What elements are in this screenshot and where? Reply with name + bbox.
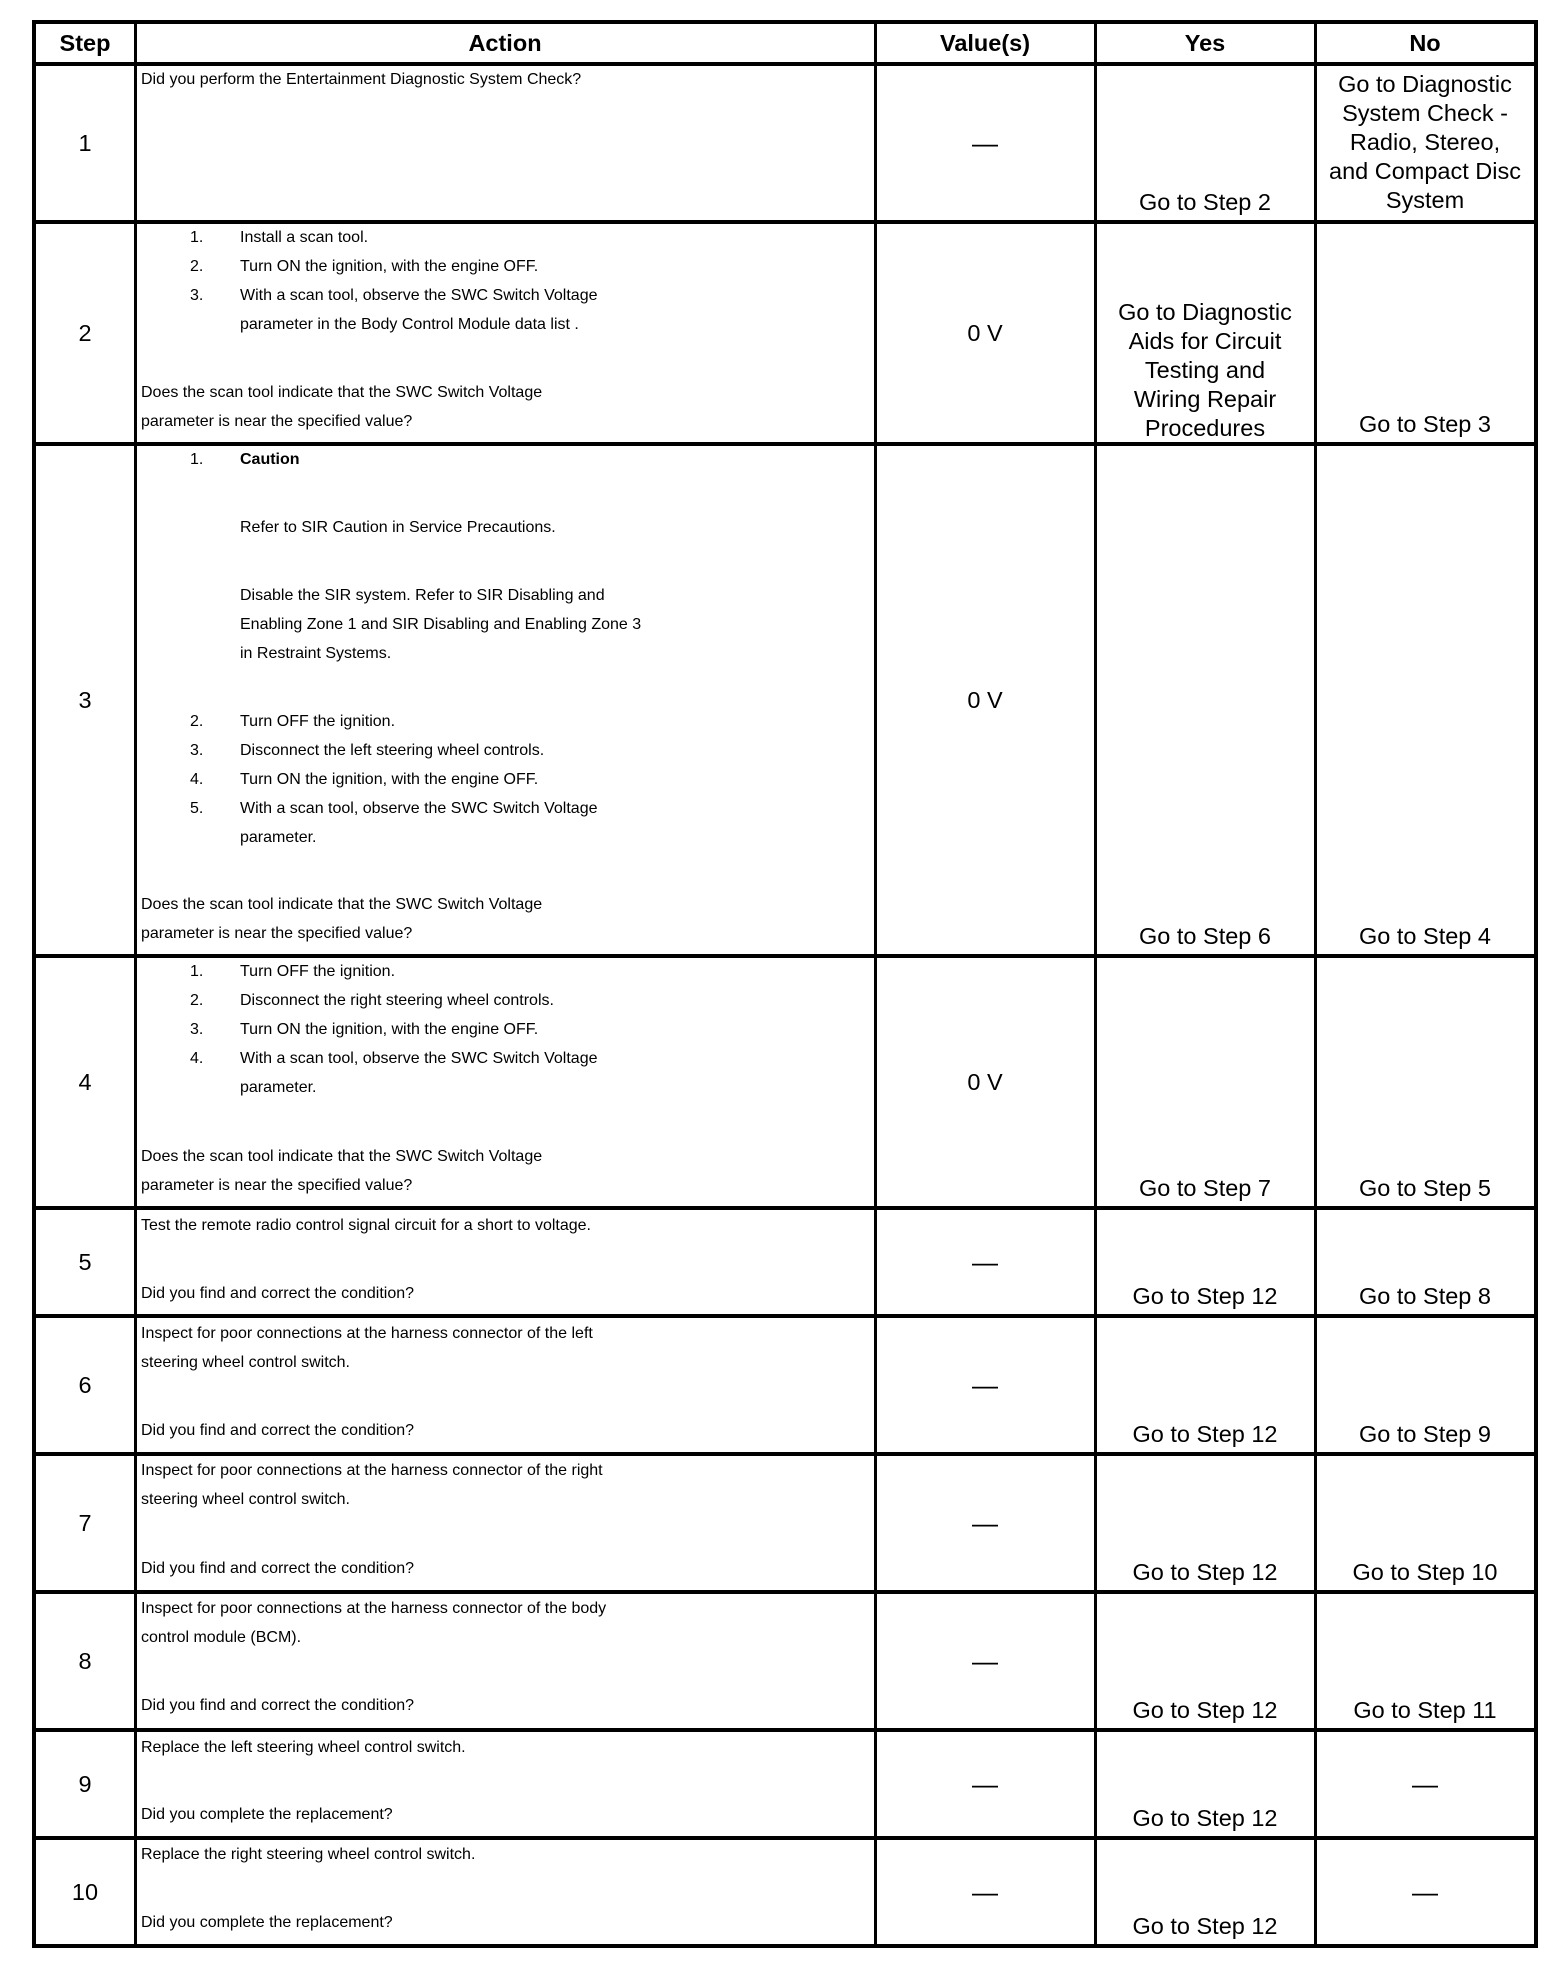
action-text: steering wheel control switch. <box>141 1491 350 1508</box>
row-divider <box>32 1728 1538 1732</box>
action-text: Test the remote radio control signal circuit for a short to voltage. <box>141 1217 591 1234</box>
yes-line: Aids for Circuit <box>1128 328 1282 354</box>
list-item: parameter. <box>240 1079 317 1096</box>
no-cell: Go to Step 8 <box>1359 1283 1491 1309</box>
yes-cell: Go to Step 2 <box>1139 189 1271 215</box>
list-number: 5. <box>190 800 204 817</box>
row-divider <box>32 1314 1538 1318</box>
yes-cell: Go to Step 12 <box>1132 1283 1278 1309</box>
table-border-left <box>32 20 36 1948</box>
no-cell: Go to Step 10 <box>1352 1559 1498 1585</box>
no-cell: Go to Step 5 <box>1359 1175 1491 1201</box>
list-number: 4. <box>190 1050 204 1067</box>
step-number: 1 <box>78 129 92 156</box>
list-number: 4. <box>190 771 204 788</box>
yes-line: Go to Diagnostic <box>1118 299 1292 325</box>
no-line: and Compact Disc <box>1329 158 1521 184</box>
step-number: 2 <box>78 319 92 346</box>
list-item: Install a scan tool. <box>240 229 369 246</box>
action-text: control module (BCM). <box>141 1629 302 1646</box>
step-number: 6 <box>78 1371 92 1398</box>
row-divider <box>32 1590 1538 1594</box>
value-cell: — <box>972 1876 998 1907</box>
yes-cell: Go to Step 12 <box>1132 1697 1278 1723</box>
value-cell: 0 V <box>967 686 1003 713</box>
step-number: 5 <box>78 1248 92 1275</box>
value-cell: — <box>972 1768 998 1799</box>
step-number: 8 <box>78 1647 92 1674</box>
no-line: Go to Diagnostic <box>1338 71 1512 97</box>
no-line: Radio, Stereo, <box>1349 129 1501 155</box>
question-text: Did you find and correct the condition? <box>141 1285 415 1302</box>
step-number: 7 <box>78 1509 92 1536</box>
header-values: Value(s) <box>939 29 1031 56</box>
question-text: parameter is near the specified value? <box>141 413 413 430</box>
action-text: Replace the right steering wheel control switch. <box>141 1846 476 1863</box>
step-number: 4 <box>78 1068 92 1095</box>
caution-text: Disable the SIR system. Refer to SIR Disabling and <box>240 587 605 604</box>
caution-text: Enabling Zone 1 and SIR Disabling and Enabling Zone 3 <box>240 616 642 633</box>
list-number: 3. <box>190 287 204 304</box>
yes-cell: Go to Step 7 <box>1139 1175 1271 1201</box>
row-divider <box>32 442 1538 446</box>
yes-cell: Go to Step 6 <box>1139 923 1271 949</box>
row-divider <box>32 1206 1538 1210</box>
no-line: System <box>1385 187 1465 213</box>
row-divider <box>32 1836 1538 1840</box>
column-divider <box>1314 20 1317 1948</box>
table-border-right <box>1534 20 1538 1948</box>
list-number: 1. <box>190 451 204 468</box>
column-divider <box>874 20 877 1948</box>
question-text: Did you complete the replacement? <box>141 1806 393 1823</box>
yes-line: Wiring Repair <box>1133 386 1277 412</box>
question-text: Does the scan tool indicate that the SWC Switch Voltage <box>141 384 543 401</box>
action-text: Replace the left steering wheel control switch. <box>141 1739 466 1756</box>
action-text: Inspect for poor connections at the harness connector of the right <box>141 1462 603 1479</box>
list-item: Turn ON the ignition, with the engine OFF. <box>240 1021 539 1038</box>
caution-label: Caution <box>240 451 300 468</box>
value-cell: — <box>972 127 998 158</box>
column-divider <box>134 20 137 1948</box>
yes-cell: Go to Step 12 <box>1132 1559 1278 1585</box>
list-item: Turn OFF the ignition. <box>240 713 396 730</box>
list-number: 1. <box>190 963 204 980</box>
list-number: 2. <box>190 992 204 1009</box>
header-action: Action <box>468 29 542 56</box>
value-cell: — <box>972 1645 998 1676</box>
question-text: Did you find and correct the condition? <box>141 1697 415 1714</box>
no-line: System Check - <box>1342 100 1508 126</box>
action-text: Inspect for poor connections at the harness connector of the body <box>141 1600 607 1617</box>
list-item: Disconnect the right steering wheel controls. <box>240 992 554 1009</box>
row-divider <box>32 220 1538 224</box>
value-cell: — <box>972 1369 998 1400</box>
row-divider <box>32 954 1538 958</box>
list-item: parameter. <box>240 829 317 846</box>
question-text: Does the scan tool indicate that the SWC Switch Voltage <box>141 1148 543 1165</box>
step-number: 10 <box>71 1878 99 1905</box>
list-item: Turn ON the ignition, with the engine OFF. <box>240 771 539 788</box>
yes-cell: Go to Step 12 <box>1132 1913 1278 1939</box>
list-item: With a scan tool, observe the SWC Switch Voltage <box>240 287 598 304</box>
header-yes: Yes <box>1184 29 1226 56</box>
value-cell: 0 V <box>967 319 1003 346</box>
list-number: 3. <box>190 742 204 759</box>
value-cell: — <box>972 1246 998 1277</box>
list-item: Turn OFF the ignition. <box>240 963 396 980</box>
list-number: 1. <box>190 229 204 246</box>
action-text: steering wheel control switch. <box>141 1354 350 1371</box>
list-number: 2. <box>190 258 204 275</box>
header-no: No <box>1409 29 1441 56</box>
header-step: Step <box>59 29 111 56</box>
step-number: 9 <box>78 1770 92 1797</box>
value-cell: 0 V <box>967 1068 1003 1095</box>
question-text: parameter is near the specified value? <box>141 925 413 942</box>
caution-text: in Restraint Systems. <box>240 645 392 662</box>
question-text: parameter is near the specified value? <box>141 1177 413 1194</box>
no-cell: Go to Step 11 <box>1353 1697 1497 1723</box>
list-item: Turn ON the ignition, with the engine OFF. <box>240 258 539 275</box>
no-cell: Go to Step 4 <box>1359 923 1491 949</box>
question-text: Does the scan tool indicate that the SWC Switch Voltage <box>141 896 543 913</box>
caution-reference: Refer to SIR Caution in Service Precautions. <box>240 519 556 536</box>
list-number: 2. <box>190 713 204 730</box>
list-number: 3. <box>190 1021 204 1038</box>
list-item: Disconnect the left steering wheel controls. <box>240 742 545 759</box>
no-cell: Go to Step 3 <box>1359 411 1491 437</box>
action-text: Inspect for poor connections at the harness connector of the left <box>141 1325 593 1342</box>
no-cell: — <box>1412 1876 1438 1907</box>
table-border-top <box>32 20 1538 24</box>
question-text: Did you find and correct the condition? <box>141 1422 415 1439</box>
row-divider <box>32 1452 1538 1456</box>
yes-cell: Go to Step 12 <box>1132 1805 1278 1831</box>
question-text: Did you find and correct the condition? <box>141 1560 415 1577</box>
list-item: With a scan tool, observe the SWC Switch Voltage <box>240 1050 598 1067</box>
row-divider <box>32 62 1538 66</box>
no-cell: — <box>1412 1768 1438 1799</box>
yes-line: Procedures <box>1144 415 1266 441</box>
list-item: With a scan tool, observe the SWC Switch Voltage <box>240 800 598 817</box>
table-border-bottom <box>32 1944 1538 1948</box>
no-cell <box>1316 70 1534 220</box>
step-number: 3 <box>78 686 92 713</box>
question-text: Did you complete the replacement? <box>141 1914 393 1931</box>
value-cell: — <box>972 1507 998 1538</box>
yes-line: Testing and <box>1144 357 1266 383</box>
action-text: Did you perform the Entertainment Diagnostic System Check? <box>141 71 582 88</box>
yes-cell <box>1096 298 1314 442</box>
list-item: parameter in the Body Control Module data list . <box>240 316 579 333</box>
yes-cell: Go to Step 12 <box>1132 1421 1278 1447</box>
no-cell: Go to Step 9 <box>1359 1421 1491 1447</box>
column-divider <box>1094 20 1097 1948</box>
